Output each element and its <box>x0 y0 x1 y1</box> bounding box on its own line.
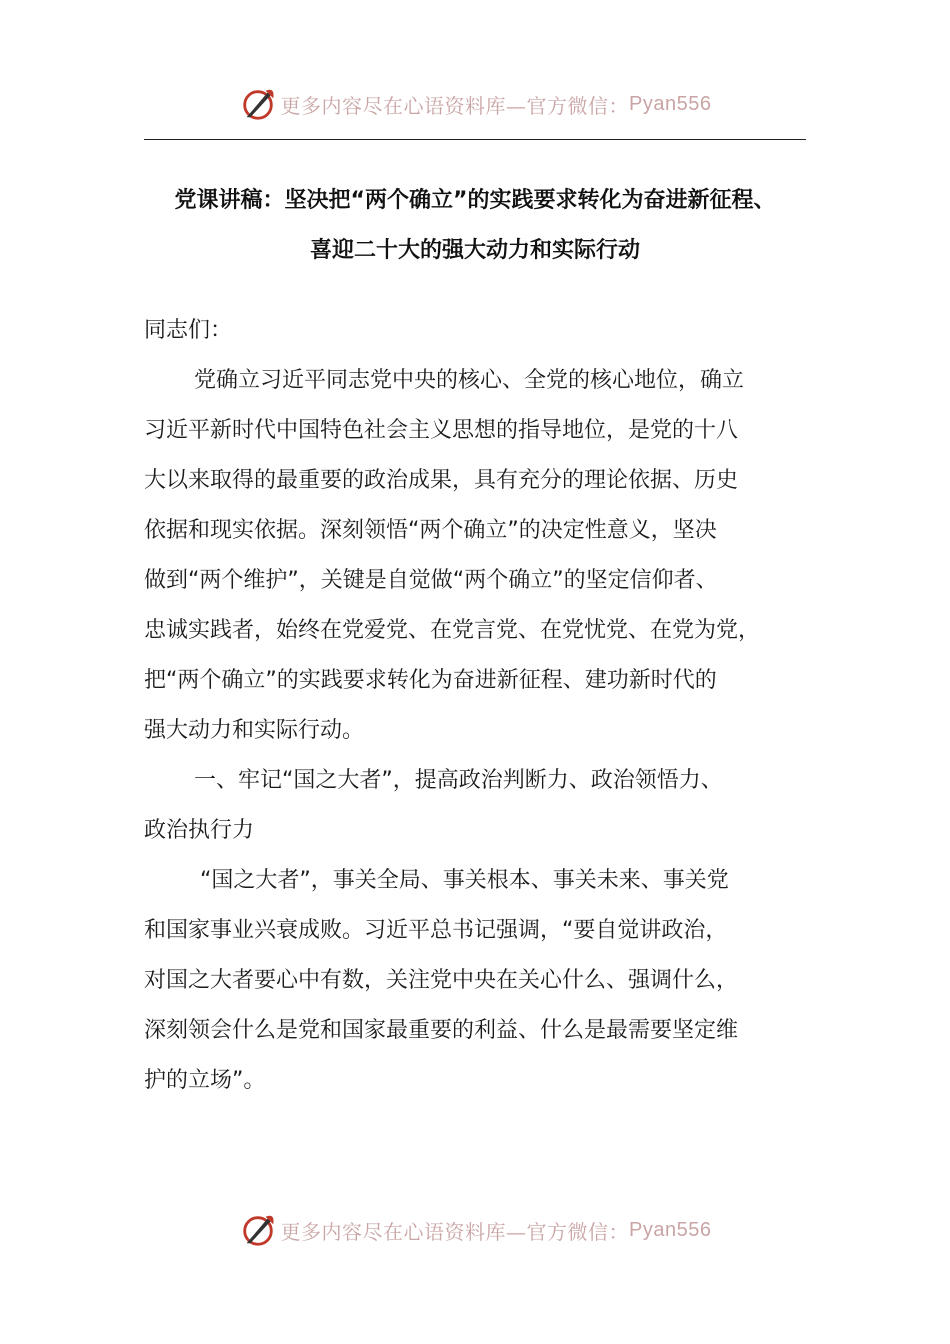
paragraph-line: 把“两个确立”的实践要求转化为奋进新征程、建功新时代的 <box>144 668 717 693</box>
paragraph-line: “国之大者”，事关全局、事关根本、事关未来、事关党 <box>200 868 729 893</box>
paragraph-line: 对国之大者要心中有数，关注党中央在关心什么、强调什么， <box>144 968 739 993</box>
quill-logo-icon <box>239 85 277 123</box>
paragraph-line: 做到“两个维护”，关键是自觉做“两个确立”的坚定信仰者、 <box>144 568 718 593</box>
section-heading-line: 一、牢记“国之大者”，提高政治判断力、政治领悟力、 <box>194 768 723 793</box>
banner-wechat-id: Pyan556 <box>629 92 712 115</box>
banner-wechat-id: Pyan556 <box>629 1218 712 1241</box>
paragraph-line: 深刻领会什么是党和国家最重要的利益、什么是最需要坚定维 <box>144 1018 739 1043</box>
quill-logo-icon <box>239 1211 277 1249</box>
page-title-line-2: 喜迎二十大的强大动力和实际行动 <box>309 238 640 263</box>
header-banner <box>0 84 950 124</box>
paragraph-line: 依据和现实依据。深刻领悟“两个确立”的决定性意义，坚决 <box>144 518 717 543</box>
paragraph-line: 强大动力和实际行动。 <box>144 718 365 743</box>
header-divider <box>144 139 806 140</box>
page-title-line-1: 党课讲稿：坚决把“两个确立”的实践要求转化为奋进新征程、 <box>174 188 776 213</box>
paragraph-line: 和国家事业兴衰成败。习近平总书记强调，“要自觉讲政治， <box>144 918 728 943</box>
paragraph-line: 习近平新时代中国特色社会主义思想的指导地位，是党的十八 <box>144 418 739 443</box>
banner-text: 更多内容尽在心语资料库—官方微信： <box>280 1219 630 1244</box>
section-heading-line: 政治执行力 <box>144 818 255 843</box>
paragraph-line: 大以来取得的最重要的政治成果，具有充分的理论依据、历史 <box>144 468 739 493</box>
document-body <box>144 306 824 1106</box>
footer-banner <box>0 1210 950 1250</box>
salutation: 同志们： <box>144 318 233 343</box>
paragraph-line: 党确立习近平同志党中央的核心、全党的核心地位，确立 <box>194 368 745 393</box>
paragraph-line: 忠诚实践者，始终在党爱党、在党言党、在党忧党、在党为党， <box>144 618 761 643</box>
paragraph-line: 护的立场”。 <box>144 1068 266 1093</box>
banner-text: 更多内容尽在心语资料库—官方微信： <box>280 93 630 118</box>
